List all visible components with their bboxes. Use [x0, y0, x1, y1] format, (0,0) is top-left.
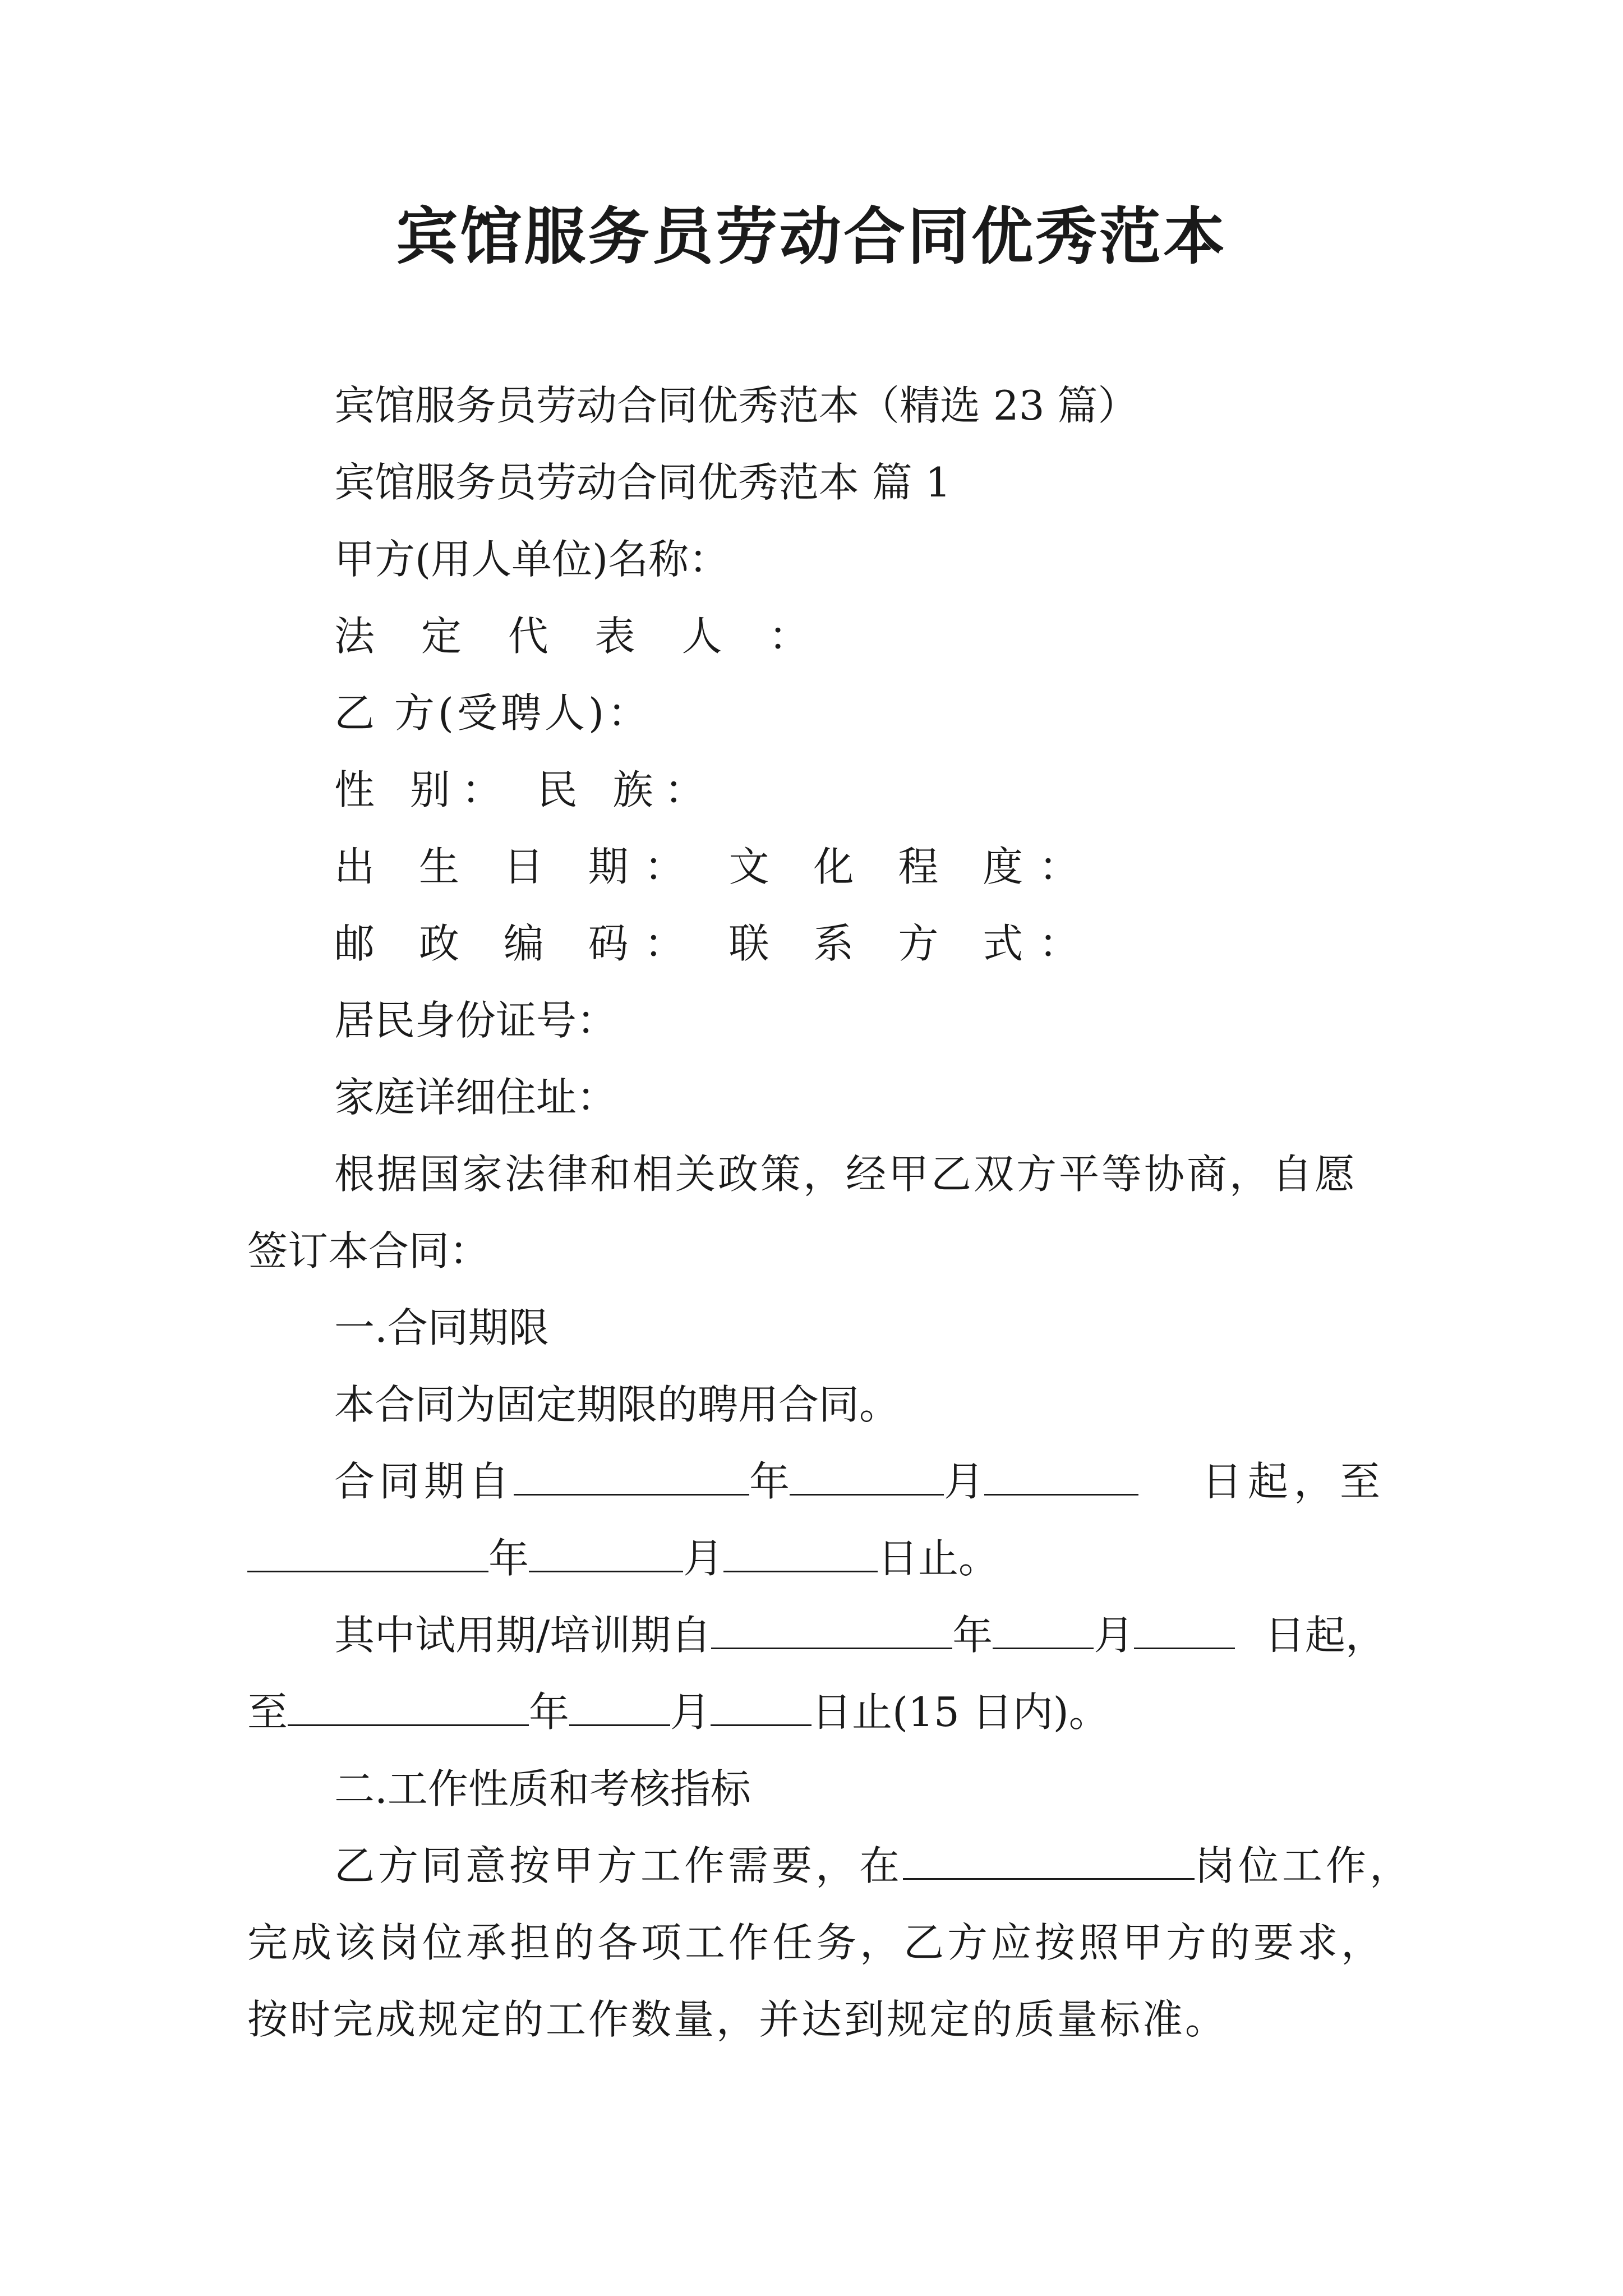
- clause-2-line-2: 完成该岗位承担的各项工作任务，乙方应按照甲方的要求，: [247, 1919, 1385, 1966]
- trial-start-date: [334, 1597, 1235, 1674]
- birth-education-field: 出 生 日 期： 文 化 程 度：: [334, 843, 1095, 890]
- term-end-month-label: 月: [683, 1535, 724, 1582]
- job-position-blank: [903, 1839, 1195, 1880]
- term-lead-label: 合同期自: [334, 1458, 514, 1505]
- document-body: [247, 367, 1414, 2058]
- legal-representative-field: 法 定 代 表 人 ：: [334, 613, 826, 660]
- party-b-field: 乙 方(受聘人)：: [334, 689, 652, 737]
- party-a-name-field: 甲方(用人单位)名称：: [334, 536, 730, 583]
- term-start-year-blank: [514, 1455, 749, 1496]
- trial-start-year-blank: [711, 1608, 952, 1649]
- trial-end-month-label: 月: [670, 1688, 711, 1736]
- clause-2-line-3: 按时完成规定的工作数量，并达到规定的质量标准。: [247, 1996, 1228, 2043]
- subtitle: 宾馆服务员劳动合同优秀范本（精选 23 篇）: [334, 382, 1138, 429]
- term-end-month-blank: [529, 1531, 683, 1572]
- clause-2-heading: 二.工作性质和考核指标: [334, 1765, 751, 1812]
- clause-1-text: 本合同为固定期限的聘用合同。: [334, 1381, 900, 1428]
- section-heading: 宾馆服务员劳动合同优秀范本 篇 1: [334, 459, 951, 506]
- trial-start-year-label: 年: [952, 1612, 993, 1659]
- term-end-year-blank: [247, 1531, 488, 1572]
- clause-2-position: [334, 1828, 1195, 1904]
- trial-start-day-blank: [1134, 1608, 1235, 1649]
- trial-start-month-blank: [993, 1608, 1094, 1649]
- document-title: 宾馆服务员劳动合同优秀范本: [396, 200, 1227, 273]
- term-end-year-label: 年: [488, 1535, 529, 1582]
- trial-start-day-label: 日起，: [1264, 1612, 1386, 1659]
- trial-end-date: [247, 1674, 1109, 1751]
- gender-ethnicity-field: 性 别： 民 族：: [334, 766, 716, 813]
- id-number-field: 居民身份证号：: [334, 997, 617, 1044]
- trial-period-line-1: [247, 1597, 1386, 1674]
- term-start-day-blank: [984, 1455, 1138, 1496]
- trial-end-year-blank: [288, 1685, 529, 1726]
- term-start-year-label: 年: [749, 1458, 790, 1505]
- term-end-day-label: 日止。: [878, 1535, 999, 1582]
- trial-period-line-2: [247, 1674, 1386, 1751]
- trial-end-day-label: 日止(15 日内)。: [811, 1688, 1109, 1736]
- term-start-month-blank: [790, 1455, 944, 1496]
- postcode-contact-field: 邮 政 编 码： 联 系 方 式：: [334, 920, 1095, 967]
- clause-2-line-1: [247, 1828, 1414, 1904]
- preamble-line-1: 根据国家法律和相关政策，经甲乙双方平等协商，自愿: [334, 1151, 1358, 1198]
- trial-lead-label: 其中试用期/培训期自: [334, 1612, 712, 1659]
- term-end-date: [247, 1520, 999, 1597]
- term-start-month-label: 月: [944, 1458, 985, 1505]
- trial-end-lead-label: 至: [247, 1688, 288, 1736]
- trial-end-year-label: 年: [529, 1688, 570, 1736]
- term-start-date: [334, 1443, 1138, 1520]
- contract-term-line-1: [247, 1443, 1386, 1520]
- clause-2-lead-label: 乙方同意按甲方工作需要，在: [334, 1842, 903, 1889]
- term-start-day-label: 日起，至: [1201, 1458, 1386, 1505]
- trial-start-month-label: 月: [1094, 1612, 1135, 1659]
- clause-2-tail-label: 岗位工作，: [1195, 1842, 1414, 1889]
- trial-end-day-blank: [711, 1685, 811, 1726]
- term-end-day-blank: [723, 1531, 878, 1572]
- trial-end-month-blank: [569, 1685, 670, 1726]
- contract-term-line-2: [247, 1520, 1386, 1597]
- clause-1-heading: 一.合同期限: [334, 1304, 549, 1351]
- preamble-line-2: 签订本合同：: [247, 1227, 490, 1274]
- address-field: 家庭详细住址：: [334, 1074, 617, 1121]
